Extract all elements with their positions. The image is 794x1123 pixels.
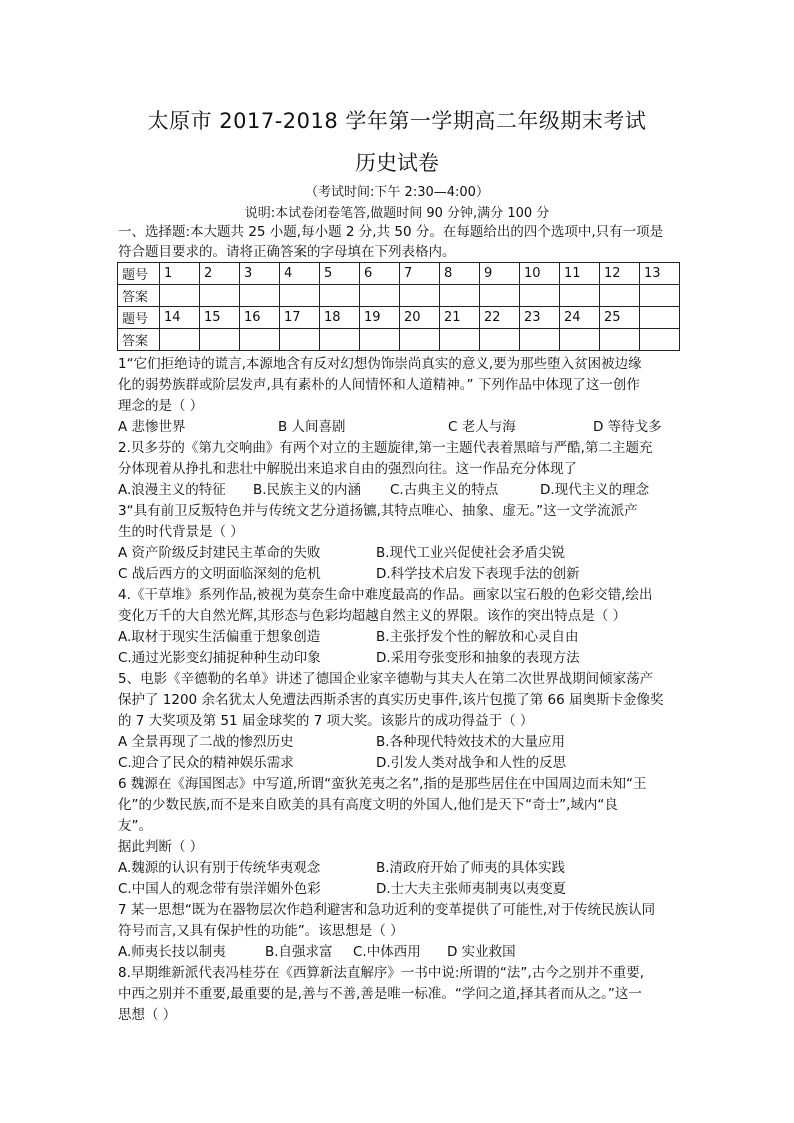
cell-number: 24 (560, 307, 600, 329)
option-d: D.采用夸张变形和抽象的表现方法 (376, 650, 580, 666)
option-a: A 全景再现了二战的惨烈历史 (118, 734, 294, 750)
option-a: A 悲惨世界 (118, 419, 186, 435)
cell-number: 11 (560, 263, 600, 285)
cell-number: 21 (440, 307, 480, 329)
option-b: B.现代工业兴促使社会矛盾尖锐 (376, 545, 566, 561)
option-a: A.师夷长技以制夷 (118, 944, 226, 960)
intro-line: 符合题目要求的。请将正确答案的字母填在下列表格内。 (118, 244, 456, 260)
options-row (118, 858, 678, 879)
answer-cell[interactable] (560, 329, 600, 351)
question-line: 7 某一思想“既为在器物层次作趋利避害和急功近利的变革提供了可能性,对于传统民族认同 (118, 902, 656, 918)
section-intro (118, 222, 678, 262)
cell-number: 4 (280, 263, 320, 285)
answer-table-row (118, 307, 680, 329)
question-line: 3“具有前卫反叛特色并与传统文艺分道扬镳,其特点唯心、抽象、虚无。”这一文学流派产 (118, 503, 638, 519)
cell-number: 25 (600, 307, 640, 329)
answer-cell[interactable] (480, 329, 520, 351)
option-b: B.民族主义的内涵 (253, 482, 362, 498)
option-c: C.古典主义的特点 (390, 482, 499, 498)
intro-line: 一、选择题:本大题共 25 小题,每小题 2 分,共 50 分。在每题给出的四个选项中,只有一项是 (118, 224, 664, 240)
cell-number: 2 (200, 263, 240, 285)
cell-label: 答案 (118, 285, 160, 307)
exam-time: （考试时间:下午 2:30—4:00） (305, 185, 489, 200)
answer-cell[interactable] (160, 285, 200, 307)
option-c: C 战后西方的文明面临深刻的危机 (118, 566, 321, 582)
exam-note: 说明:本试卷闭卷笔答,做题时间 90 分钟,满分 100 分 (244, 206, 550, 221)
answer-cell[interactable] (160, 329, 200, 351)
answer-cell[interactable] (320, 329, 360, 351)
question-line: 变化万千的大自然光辉,其形态与色彩均超越自然主义的界限。该作的突出特点是（ ） (118, 608, 627, 624)
options-row (118, 480, 678, 501)
options-row (118, 564, 678, 585)
option-a: A.浪漫主义的特征 (118, 482, 226, 498)
option-c: C.中体西用 (353, 944, 421, 960)
answer-cell[interactable] (600, 285, 640, 307)
answer-table-row (118, 285, 680, 307)
cell-number: 19 (360, 307, 400, 329)
question-line: 的 7 大奖项及第 51 届金球奖的 7 项大奖。该影片的成功得益于（ ） (118, 713, 534, 729)
options-row (118, 732, 678, 753)
question-line: 4.《干草堆》系列作品,被视为莫奈生命中难度最高的作品。画家以宝石般的色彩交错,绘出 (118, 587, 653, 603)
options-row (118, 753, 678, 774)
cell-label: 题号 (118, 307, 160, 329)
option-b: B.清政府开始了师夷的具体实践 (376, 860, 566, 876)
question-line: 思想（ ） (118, 1007, 177, 1023)
option-d: D.引发人类对战争和人性的反思 (376, 755, 567, 771)
answer-cell[interactable] (400, 285, 440, 307)
answer-cell[interactable] (200, 329, 240, 351)
options-row (118, 648, 678, 669)
question-line: 据此判断（ ） (118, 839, 204, 855)
answer-table-row (118, 263, 680, 285)
answer-cell[interactable] (480, 285, 520, 307)
option-c: C.迎合了民众的精神娱乐需求 (118, 755, 294, 771)
answer-cell[interactable] (440, 329, 480, 351)
answer-cell[interactable] (600, 329, 640, 351)
question-line: 符号而言,又具有保护性的功能”。该思想是（ ） (118, 923, 404, 939)
option-d: D 等待戈多 (593, 419, 662, 435)
option-d: D.现代主义的理念 (540, 482, 650, 498)
option-b: B.主张抒发个性的解放和心灵自由 (376, 629, 579, 645)
question-line: 分体现着从挣扎和悲壮中解脱出来追求自由的强烈向往。这一作品充分体现了 (118, 461, 577, 477)
answer-cell[interactable] (320, 285, 360, 307)
answer-cell[interactable] (560, 285, 600, 307)
option-b: B 人间喜剧 (278, 419, 346, 435)
answer-cell[interactable] (200, 285, 240, 307)
question-line: 化”的少数民族,而不是来自欧美的具有高度文明的外国人,他们是天下“奇士”,域内“良 (118, 797, 618, 813)
option-d: D 实业救国 (447, 944, 516, 960)
option-c: C.通过光影变幻捕捉种种生动印象 (118, 650, 321, 666)
option-c: C 老人与海 (448, 419, 516, 435)
cell-number: 22 (480, 307, 520, 329)
questions (118, 354, 678, 1026)
answer-cell[interactable] (280, 329, 320, 351)
option-a: A 资产阶级反封建民主革命的失败 (118, 545, 321, 561)
cell-label: 答案 (118, 329, 160, 351)
question-line: 2.贝多芬的《第九交响曲》有两个对立的主题旋律,第一主题代表着黑暗与严酷,第二主题充 (118, 440, 653, 456)
cell-number: 10 (520, 263, 560, 285)
cell-number: 6 (360, 263, 400, 285)
options-row (118, 942, 678, 963)
question-line: 生的时代背景是（ ） (118, 524, 244, 540)
answer-cell[interactable] (440, 285, 480, 307)
cell-number: 18 (320, 307, 360, 329)
option-d: D.士大夫主张师夷制夷以夷变夏 (376, 881, 567, 897)
question-line: 理念的是（ ） (118, 398, 204, 414)
answer-cell[interactable] (360, 285, 400, 307)
answer-cell[interactable] (240, 329, 280, 351)
option-b: B.各种现代特效技术的大量应用 (376, 734, 566, 750)
question-line: 1“它们拒绝诗的谎言,本源地含有反对幻想伪饰崇尚真实的意义,要为那些堕入贫困被边缘 (118, 356, 642, 372)
answer-cell[interactable] (520, 329, 560, 351)
option-c: C.中国人的观念带有崇洋媚外色彩 (118, 881, 321, 897)
cell-number (640, 307, 680, 329)
answer-table (117, 262, 680, 351)
cell-number: 23 (520, 307, 560, 329)
answer-cell[interactable] (640, 329, 680, 351)
options-row (118, 627, 678, 648)
option-a: A.取材于现实生活偏重于想象创造 (118, 629, 321, 645)
cell-number: 9 (480, 263, 520, 285)
cell-number: 8 (440, 263, 480, 285)
option-a: A.魏源的认识有别于传统华夷观念 (118, 860, 321, 876)
answer-table-row (118, 329, 680, 351)
cell-number: 1 (160, 263, 200, 285)
question-line: 5、电影《辛德勒的名单》讲述了德国企业家辛德勒与其夫人在第二次世界战期间倾家荡产 (118, 671, 654, 687)
cell-number: 16 (240, 307, 280, 329)
question-line: 保护了 1200 余名犹太人免遭法西斯杀害的真实历史事件,该片包揽了第 66 届奥斯卡金像奖 (118, 692, 664, 708)
options-row (118, 879, 678, 900)
cell-number: 3 (240, 263, 280, 285)
cell-number: 13 (640, 263, 680, 285)
option-d: D.科学技术启发下表现手法的创新 (376, 566, 580, 582)
cell-number: 7 (400, 263, 440, 285)
cell-number: 15 (200, 307, 240, 329)
exam-subtitle: 历史试卷 (355, 151, 439, 175)
question-line: 6 魏源在《海国图志》中写道,所谓“蛮狄羌夷之名”,指的是那些居住在中国周边而未知“王 (118, 776, 647, 792)
cell-number: 20 (400, 307, 440, 329)
question-line: 友”。 (118, 818, 152, 834)
cell-number: 12 (600, 263, 640, 285)
exam-title: 太原市 2017-2018 学年第一学期高二年级期末考试 (147, 109, 647, 133)
answer-cell[interactable] (360, 329, 400, 351)
question-line: 8.早期维新派代表冯桂芬在《西算新法直解序》一书中说:所谓的“法”,古今之别并不重要, (118, 965, 644, 981)
answer-cell[interactable] (520, 285, 560, 307)
cell-number: 5 (320, 263, 360, 285)
cell-number: 14 (160, 307, 200, 329)
answer-cell[interactable] (640, 285, 680, 307)
option-b: B.自强求富 (265, 944, 333, 960)
question-line: 中西之别并不重要,最重要的是,善与不善,善是唯一标准。“学问之道,择其者而从之。”这一 (118, 986, 642, 1002)
answer-cell[interactable] (400, 329, 440, 351)
cell-number: 17 (280, 307, 320, 329)
question-line: 化的弱势族群或阶层发声,具有素朴的人间情怀和人道精神。” 下列作品中体现了这一创作 (118, 377, 640, 393)
answer-cell[interactable] (280, 285, 320, 307)
cell-label: 题号 (118, 263, 160, 285)
answer-cell[interactable] (240, 285, 280, 307)
options-row (118, 417, 678, 438)
options-row (118, 543, 678, 564)
